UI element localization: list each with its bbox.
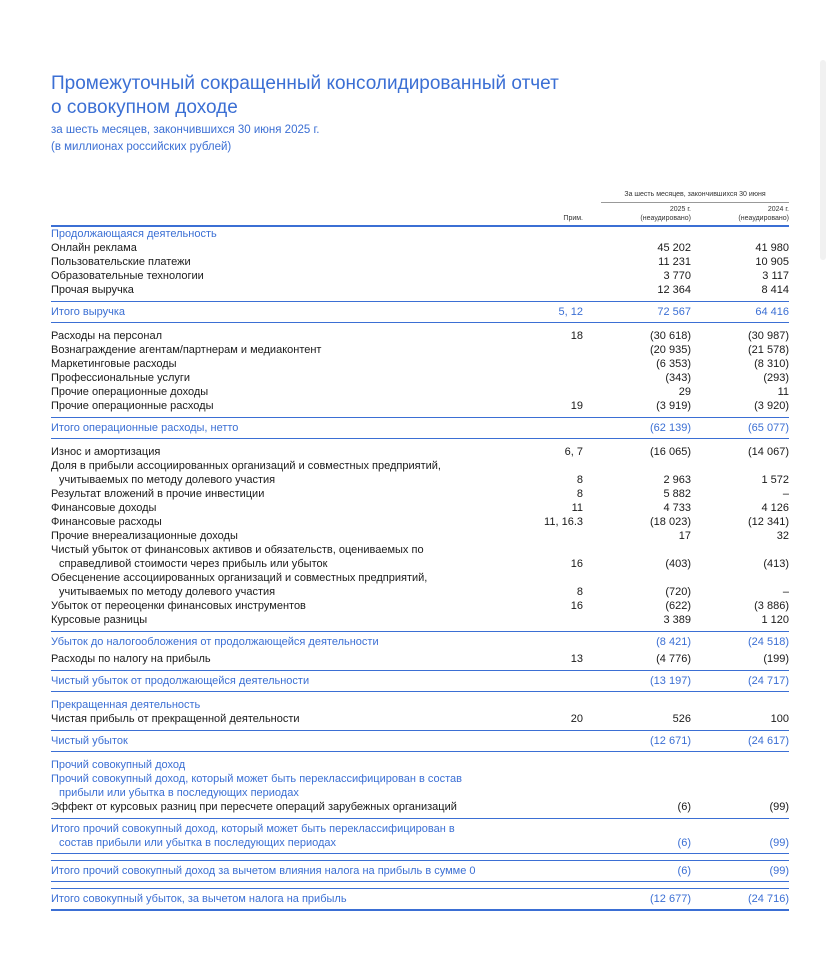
- table-row: [51, 571, 789, 599]
- row-label: [51, 255, 519, 269]
- value-2025: 72 567: [657, 306, 691, 318]
- row-label: [51, 445, 519, 459]
- value-2025: 526: [672, 713, 691, 725]
- value-2024: 64 416: [755, 306, 789, 318]
- value-2024: (65 077): [748, 422, 789, 434]
- row-note: 6, 7: [564, 446, 583, 458]
- value-2025: (12 671): [650, 735, 691, 747]
- note-column-header: Прим.: [563, 215, 583, 222]
- value-2025: (6 353): [656, 358, 691, 370]
- statement-page: [51, 72, 789, 917]
- row-label: [51, 399, 519, 413]
- row-label-text: Эффект от курсовых разниц при пересчете операций зарубежных организаций: [51, 801, 457, 813]
- value-2025: (12 677): [650, 893, 691, 905]
- table-row: [51, 343, 789, 357]
- row-note: 8: [576, 488, 583, 500]
- table-row: [51, 459, 789, 487]
- row-note: 19: [570, 400, 583, 412]
- total-row: [51, 730, 789, 752]
- row-label-text: Износ и амортизация: [51, 446, 161, 458]
- row-label-continuation: прибыли или убытка в последующих периодах: [59, 787, 299, 799]
- table-row: [51, 357, 789, 371]
- table-row: [51, 487, 789, 501]
- subtitle: [51, 122, 789, 156]
- value-2025: (8 421): [656, 636, 691, 648]
- value-2025: (6): [677, 837, 691, 849]
- row-label-text: Обесценение ассоциированных организаций и совместных предприятий,: [51, 572, 428, 584]
- total-row: [51, 818, 789, 854]
- value-2024: 32: [776, 530, 789, 542]
- row-label-text: Финансовые расходы: [51, 516, 162, 528]
- row-label: [51, 635, 519, 649]
- table-row: [51, 543, 789, 571]
- table-row: [51, 283, 789, 297]
- row-label-text: Результат вложений в прочие инвестиции: [51, 488, 265, 500]
- column-header-2025-status: (неаудировано): [640, 215, 691, 222]
- column-header-2025: [601, 205, 691, 223]
- value-2024: 41 980: [755, 242, 789, 254]
- value-2025: (62 139): [650, 422, 691, 434]
- value-2024: (199): [763, 653, 789, 665]
- value-2025: 45 202: [657, 242, 691, 254]
- row-label-text: Профессиональные услуги: [51, 372, 191, 384]
- row-note: 16: [570, 600, 583, 612]
- value-2024: (12 341): [748, 516, 789, 528]
- row-label-text: Маркетинговые расходы: [51, 358, 177, 370]
- value-2025: (20 935): [650, 344, 691, 356]
- value-2024: 8 414: [761, 284, 789, 296]
- value-2025: (16 065): [650, 446, 691, 458]
- value-2025: 3 389: [663, 614, 691, 626]
- row-label: [51, 864, 519, 878]
- value-2024: 3 117: [762, 270, 789, 282]
- value-2024: (99): [769, 837, 789, 849]
- table-row: [51, 399, 789, 413]
- row-label: [51, 571, 519, 599]
- row-label-text: Онлайн реклама: [51, 242, 137, 254]
- row-label: [51, 487, 519, 501]
- value-2024: (24 717): [748, 675, 789, 687]
- column-header-2024-year: 2024 г.: [767, 206, 789, 213]
- value-2024: –: [782, 488, 789, 500]
- row-label-text: Финансовые доходы: [51, 502, 157, 514]
- value-2024: –: [782, 586, 789, 598]
- column-header: [51, 169, 789, 222]
- row-label: [51, 613, 519, 627]
- table-row: [51, 241, 789, 255]
- row-label-text: Убыток от переоценки финансовых инструментов: [51, 600, 306, 612]
- row-label-text: Итого выручка: [51, 306, 126, 318]
- value-2025: 3 770: [663, 270, 691, 282]
- row-label-text: Итого прочий совокупный доход, который может быть переклассифицирован в: [51, 823, 455, 835]
- table-row: [51, 501, 789, 515]
- row-label: [51, 822, 519, 850]
- row-label: [51, 501, 519, 515]
- value-2024: 1 120: [761, 614, 789, 626]
- value-2025: 29: [678, 386, 691, 398]
- value-2024: 1 572: [761, 474, 789, 486]
- row-label: [51, 421, 519, 435]
- row-label: [51, 241, 519, 255]
- row-label-text: Расходы на персонал: [51, 330, 163, 342]
- value-2024: (24 518): [748, 636, 789, 648]
- row-label-text: Прочие операционные доходы: [51, 386, 209, 398]
- section-heading: [51, 772, 789, 800]
- row-label-text: Прочий совокупный доход, который может быть переклассифицирован в состав: [51, 773, 462, 785]
- total-row: [51, 888, 789, 911]
- row-label-text: Итого совокупный убыток, за вычетом налога на прибыль: [51, 893, 347, 905]
- scrollbar-track[interactable]: [818, 0, 828, 953]
- row-label-text: Чистый убыток от продолжающейся деятельности: [51, 675, 310, 687]
- row-note: 5, 12: [558, 306, 583, 318]
- row-label: [51, 385, 519, 399]
- row-label-text: Образовательные технологии: [51, 270, 204, 282]
- row-label-text: Доля в прибыли ассоциированных организаций и совместных предприятий,: [51, 460, 441, 472]
- row-label-text: Прочая выручка: [51, 284, 134, 296]
- section-heading: [51, 758, 789, 772]
- period-header: За шесть месяцев, закончившихся 30 июня: [624, 191, 766, 198]
- row-label-text: Итого операционные расходы, нетто: [51, 422, 239, 434]
- row-label-text: Курсовые разницы: [51, 614, 148, 626]
- value-2024: 100: [770, 713, 789, 725]
- section-heading: [51, 227, 789, 241]
- row-label: [51, 758, 519, 772]
- value-2024: (24 716): [748, 893, 789, 905]
- row-note: 8: [576, 586, 583, 598]
- row-label: [51, 800, 519, 814]
- value-2024: (3 886): [754, 600, 789, 612]
- section-heading: [51, 698, 789, 712]
- row-note: 18: [570, 330, 583, 342]
- value-2024: (21 578): [748, 344, 789, 356]
- row-note: 16: [570, 558, 583, 570]
- value-2024: (8 310): [754, 358, 789, 370]
- row-label: [51, 529, 519, 543]
- row-label-text: Прочие внереализационные доходы: [51, 530, 238, 542]
- row-note: 8: [576, 474, 583, 486]
- row-label: [51, 343, 519, 357]
- row-label-text: Чистая прибыль от прекращенной деятельности: [51, 713, 300, 725]
- period-header-rule: [601, 202, 789, 203]
- value-2024: (413): [763, 558, 789, 570]
- total-row: [51, 860, 789, 882]
- value-2025: (403): [665, 558, 691, 570]
- row-label-continuation: состав прибыли или убытка в последующих периодах: [59, 837, 337, 849]
- value-2025: (720): [665, 586, 691, 598]
- row-label-text: Убыток до налогообложения от продолжающейся деятельности: [51, 636, 379, 648]
- value-2024: 10 905: [755, 256, 789, 268]
- subtitle-period: за шесть месяцев, закончившихся 30 июня 2025 г.: [51, 124, 320, 136]
- row-label-text: Прочий совокупный доход: [51, 759, 186, 771]
- row-label: [51, 712, 519, 726]
- table-row: [51, 613, 789, 627]
- title-line-1: Промежуточный сокращенный консолидированный отчет: [51, 73, 559, 94]
- row-label-continuation: учитываемых по методу долевого участия: [59, 586, 276, 598]
- row-label: [51, 371, 519, 385]
- subtitle-units: (в миллионах российских рублей): [51, 141, 232, 153]
- row-label: [51, 305, 519, 319]
- row-label: [51, 674, 519, 688]
- value-2025: (4 776): [656, 653, 691, 665]
- table-row: [51, 445, 789, 459]
- value-2024: (30 987): [748, 330, 789, 342]
- row-label-text: Пользовательские платежи: [51, 256, 191, 268]
- title-line-2: о совокупном доходе: [51, 97, 238, 118]
- row-label: [51, 772, 519, 800]
- value-2025: (622): [665, 600, 691, 612]
- column-header-2024: [701, 205, 789, 223]
- value-2024: (3 920): [754, 400, 789, 412]
- table-row: [51, 800, 789, 814]
- row-label: [51, 599, 519, 613]
- row-label: [51, 329, 519, 343]
- value-2025: 17: [678, 530, 691, 542]
- row-label-continuation: справедливой стоимости через прибыль или убыток: [59, 558, 328, 570]
- row-label-text: Продолжающаяся деятельность: [51, 228, 217, 240]
- row-label-text: Прочие операционные расходы: [51, 400, 214, 412]
- row-label-continuation: учитываемых по методу долевого участия: [59, 474, 276, 486]
- value-2025: (6): [677, 865, 691, 877]
- row-label: [51, 269, 519, 283]
- row-note: 20: [570, 713, 583, 725]
- value-2025: 5 882: [663, 488, 691, 500]
- value-2025: (18 023): [650, 516, 691, 528]
- row-label: [51, 515, 519, 529]
- table-row: [51, 269, 789, 283]
- statement-table: [51, 225, 789, 911]
- row-label: [51, 227, 519, 241]
- value-2024: (24 617): [748, 735, 789, 747]
- value-2025: 4 733: [663, 502, 691, 514]
- row-label: [51, 698, 519, 712]
- value-2025: (3 919): [656, 400, 691, 412]
- total-row: [51, 631, 789, 652]
- value-2024: (99): [769, 865, 789, 877]
- value-2025: (30 618): [650, 330, 691, 342]
- row-label-text: Расходы по налогу на прибыль: [51, 653, 211, 665]
- column-header-2024-status: (неаудировано): [738, 215, 789, 222]
- column-header-2025-year: 2025 г.: [669, 206, 691, 213]
- value-2025: (13 197): [650, 675, 691, 687]
- row-label: [51, 543, 519, 571]
- row-label: [51, 459, 519, 487]
- value-2025: (6): [677, 801, 691, 813]
- table-row: [51, 515, 789, 529]
- value-2025: 2 963: [663, 474, 691, 486]
- total-row: [51, 670, 789, 692]
- row-label: [51, 734, 519, 748]
- row-label-text: Прекращенная деятельность: [51, 699, 201, 711]
- value-2025: (343): [665, 372, 691, 384]
- row-label-text: Чистый убыток от финансовых активов и обязательств, оцениваемых по: [51, 544, 424, 556]
- value-2024: (14 067): [748, 446, 789, 458]
- table-row: [51, 529, 789, 543]
- value-2024: (293): [763, 372, 789, 384]
- row-label: [51, 892, 519, 906]
- table-row: [51, 652, 789, 666]
- value-2024: 11: [777, 386, 789, 398]
- table-row: [51, 599, 789, 613]
- row-label-text: Чистый убыток: [51, 735, 128, 747]
- value-2024: 4 126: [761, 502, 789, 514]
- row-label: [51, 357, 519, 371]
- table-row: [51, 712, 789, 726]
- row-note: 11: [571, 502, 583, 514]
- table-row: [51, 385, 789, 399]
- row-note: 13: [570, 653, 583, 665]
- row-label-text: Вознаграждение агентам/партнерам и медиаконтент: [51, 344, 322, 356]
- total-row: [51, 301, 789, 323]
- table-row: [51, 255, 789, 269]
- row-label: [51, 652, 519, 666]
- row-note: 11, 16.3: [544, 516, 583, 528]
- page-title: [51, 72, 789, 120]
- total-row: [51, 417, 789, 439]
- table-row: [51, 329, 789, 343]
- row-label: [51, 283, 519, 297]
- value-2024: (99): [769, 801, 789, 813]
- table-row: [51, 371, 789, 385]
- row-label-text: Итого прочий совокупный доход за вычетом влияния налога на прибыль в сумме 0: [51, 865, 476, 877]
- value-2025: 11 231: [658, 256, 691, 268]
- scrollbar-thumb[interactable]: [820, 60, 826, 260]
- value-2025: 12 364: [657, 284, 691, 296]
